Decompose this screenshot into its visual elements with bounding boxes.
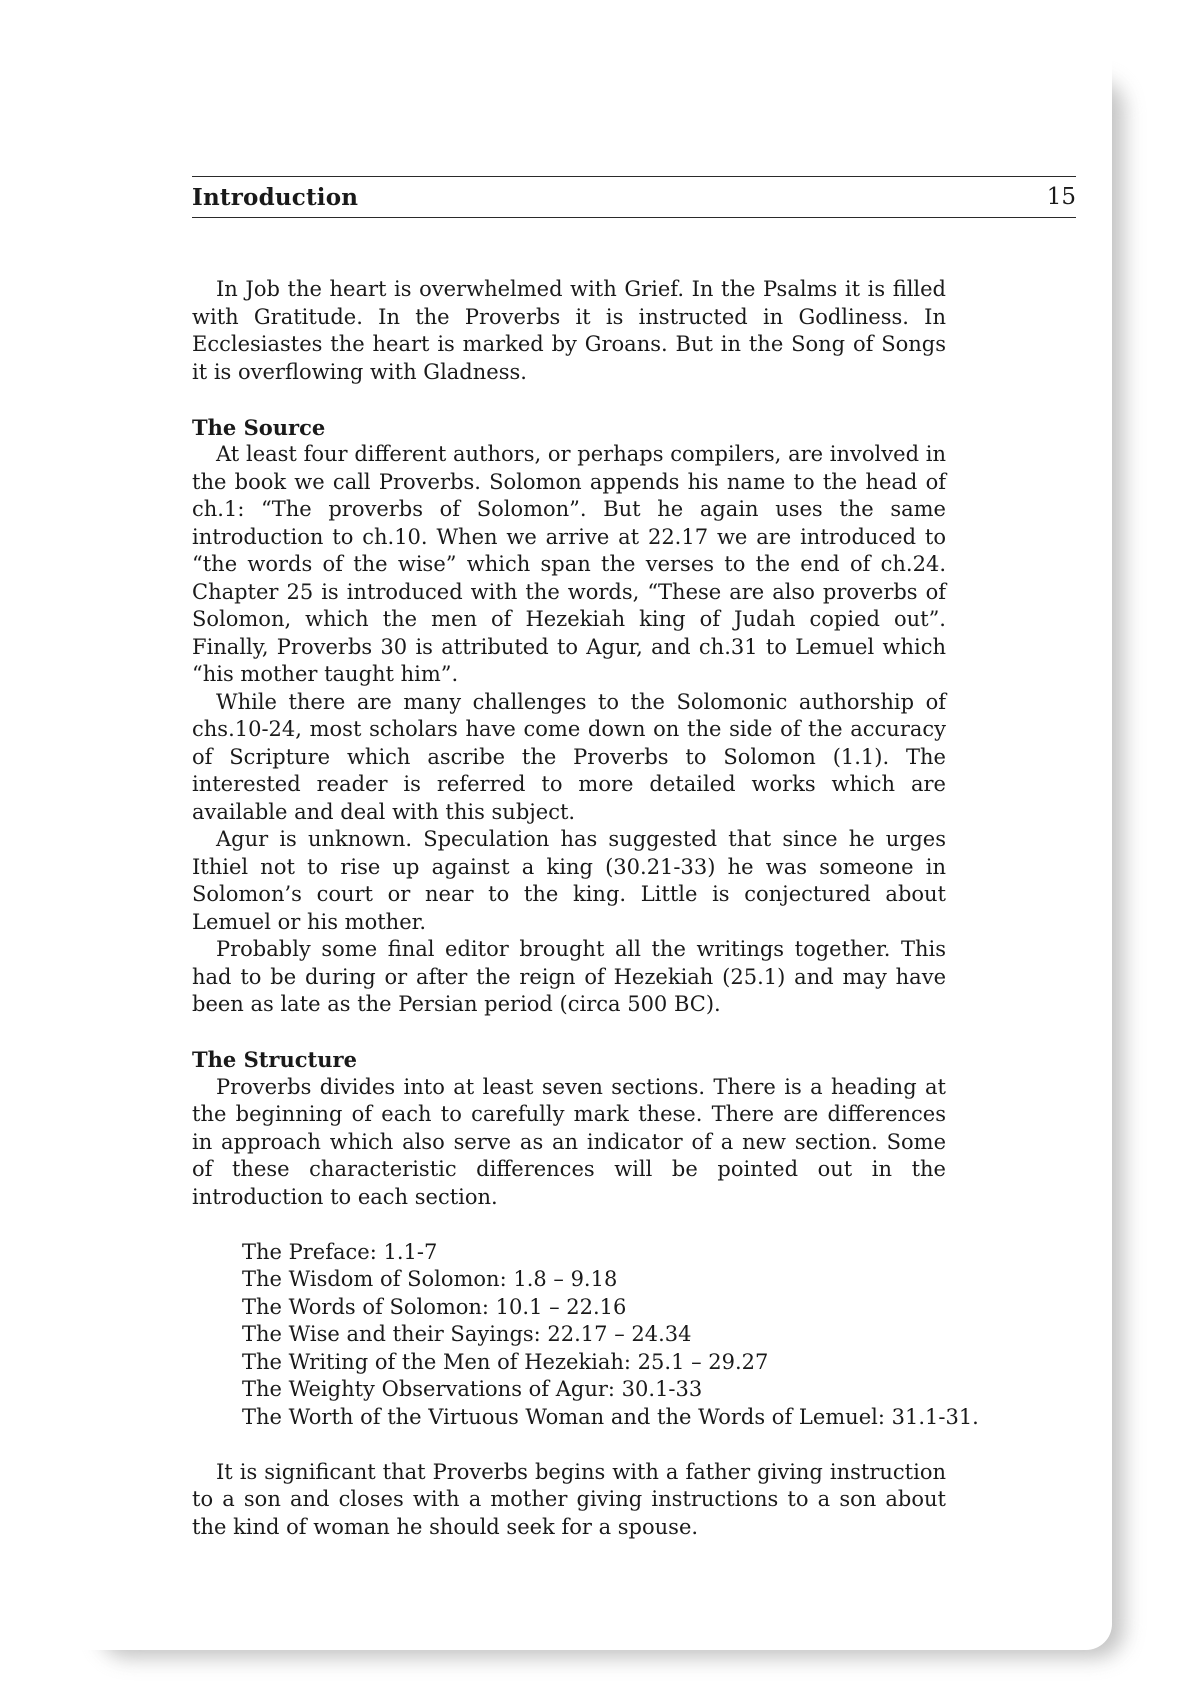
list-item: The Writing of the Men of Hezekiah: 25.1 – 29.27 [242, 1349, 769, 1374]
chapter-title: Introduction [192, 184, 359, 211]
source-paragraph: Agur is unknown. Speculation has suggested that since he urges Ithiel not to rise up against a king (30.21-33) he was someone in Solomon’s court or near to the king. Little is conjectured about Lemuel or his mother. [192, 827, 946, 934]
page-number: 15 [1046, 184, 1076, 210]
sections-list [192, 1239, 979, 1432]
list-item: The Wise and their Sayings: 22.17 – 24.34 [242, 1322, 692, 1346]
list-item: The Wisdom of Solomon: 1.8 – 9.18 [242, 1267, 618, 1291]
list-item: The Worth of the Virtuous Woman and the Words of Lemuel: 31.1-31. [242, 1404, 979, 1429]
section-heading-source: The Source [192, 414, 326, 440]
intro-paragraph: In Job the heart is overwhelmed with Grief. In the Psalms it is filled with Gratitude. In the Proverbs it is instructed in Godliness. In Ecclesiastes the heart is marked by Groans. But in the Song of Songs it is overflowing with Gladness. [192, 277, 946, 384]
source-paragraph: Probably some final editor brought all the writings together. This had to be during or after the reign of Hezekiah (25.1) and may have been as late as the Persian period (circa 500 BC). [192, 937, 946, 1016]
structure-paragraph: Proverbs divides into at least seven sections. There is a heading at the beginning of each to carefully mark these. There are differences in approach which also serve as an indicator of a new section. Some of these characteristic differences will be pointed out in the introduction to each section. [192, 1074, 946, 1209]
section-heading-structure: The Structure [192, 1047, 357, 1072]
list-item: The Preface: 1.1-7 [242, 1239, 438, 1264]
list-item: The Words of Solomon: 10.1 – 22.16 [242, 1294, 627, 1319]
body-text [192, 276, 979, 1541]
closing-paragraph: It is significant that Proverbs begins with a father giving instruction to a son and closes with a mother giving instructions to a son about the kind of woman he should seek for a spouse. [192, 1459, 946, 1539]
source-paragraph: At least four different authors, or perhaps compilers, are involved in the book we call Proverbs. Solomon appends his name to the head of ch.1: “The proverbs of Solomon”. But he again uses the same introduction to ch.10. When we arrive at 22.17 we are introduced to “the words of the wise” which span the verses to the end of ch.24. Chapter 25 is introduced with the words, “These are also proverbs of Solomon, which the men of Hezekiah king of Judah copied out”. Finally, Proverbs 30 is attributed to Agur, and ch.31 to Lemuel which “his mother taught him”. [192, 442, 946, 686]
running-head [192, 176, 1076, 218]
list-item: The Weighty Observations of Agur: 30.1-33 [242, 1377, 703, 1401]
source-paragraph: While there are many challenges to the Solomonic authorship of chs.10-24, most scholars have come down on the side of the accuracy of Scripture which ascribe the Proverbs to Solomon (1.1). The interested reader is referred to more detailed works which are available and deal with this subject. [192, 689, 946, 824]
